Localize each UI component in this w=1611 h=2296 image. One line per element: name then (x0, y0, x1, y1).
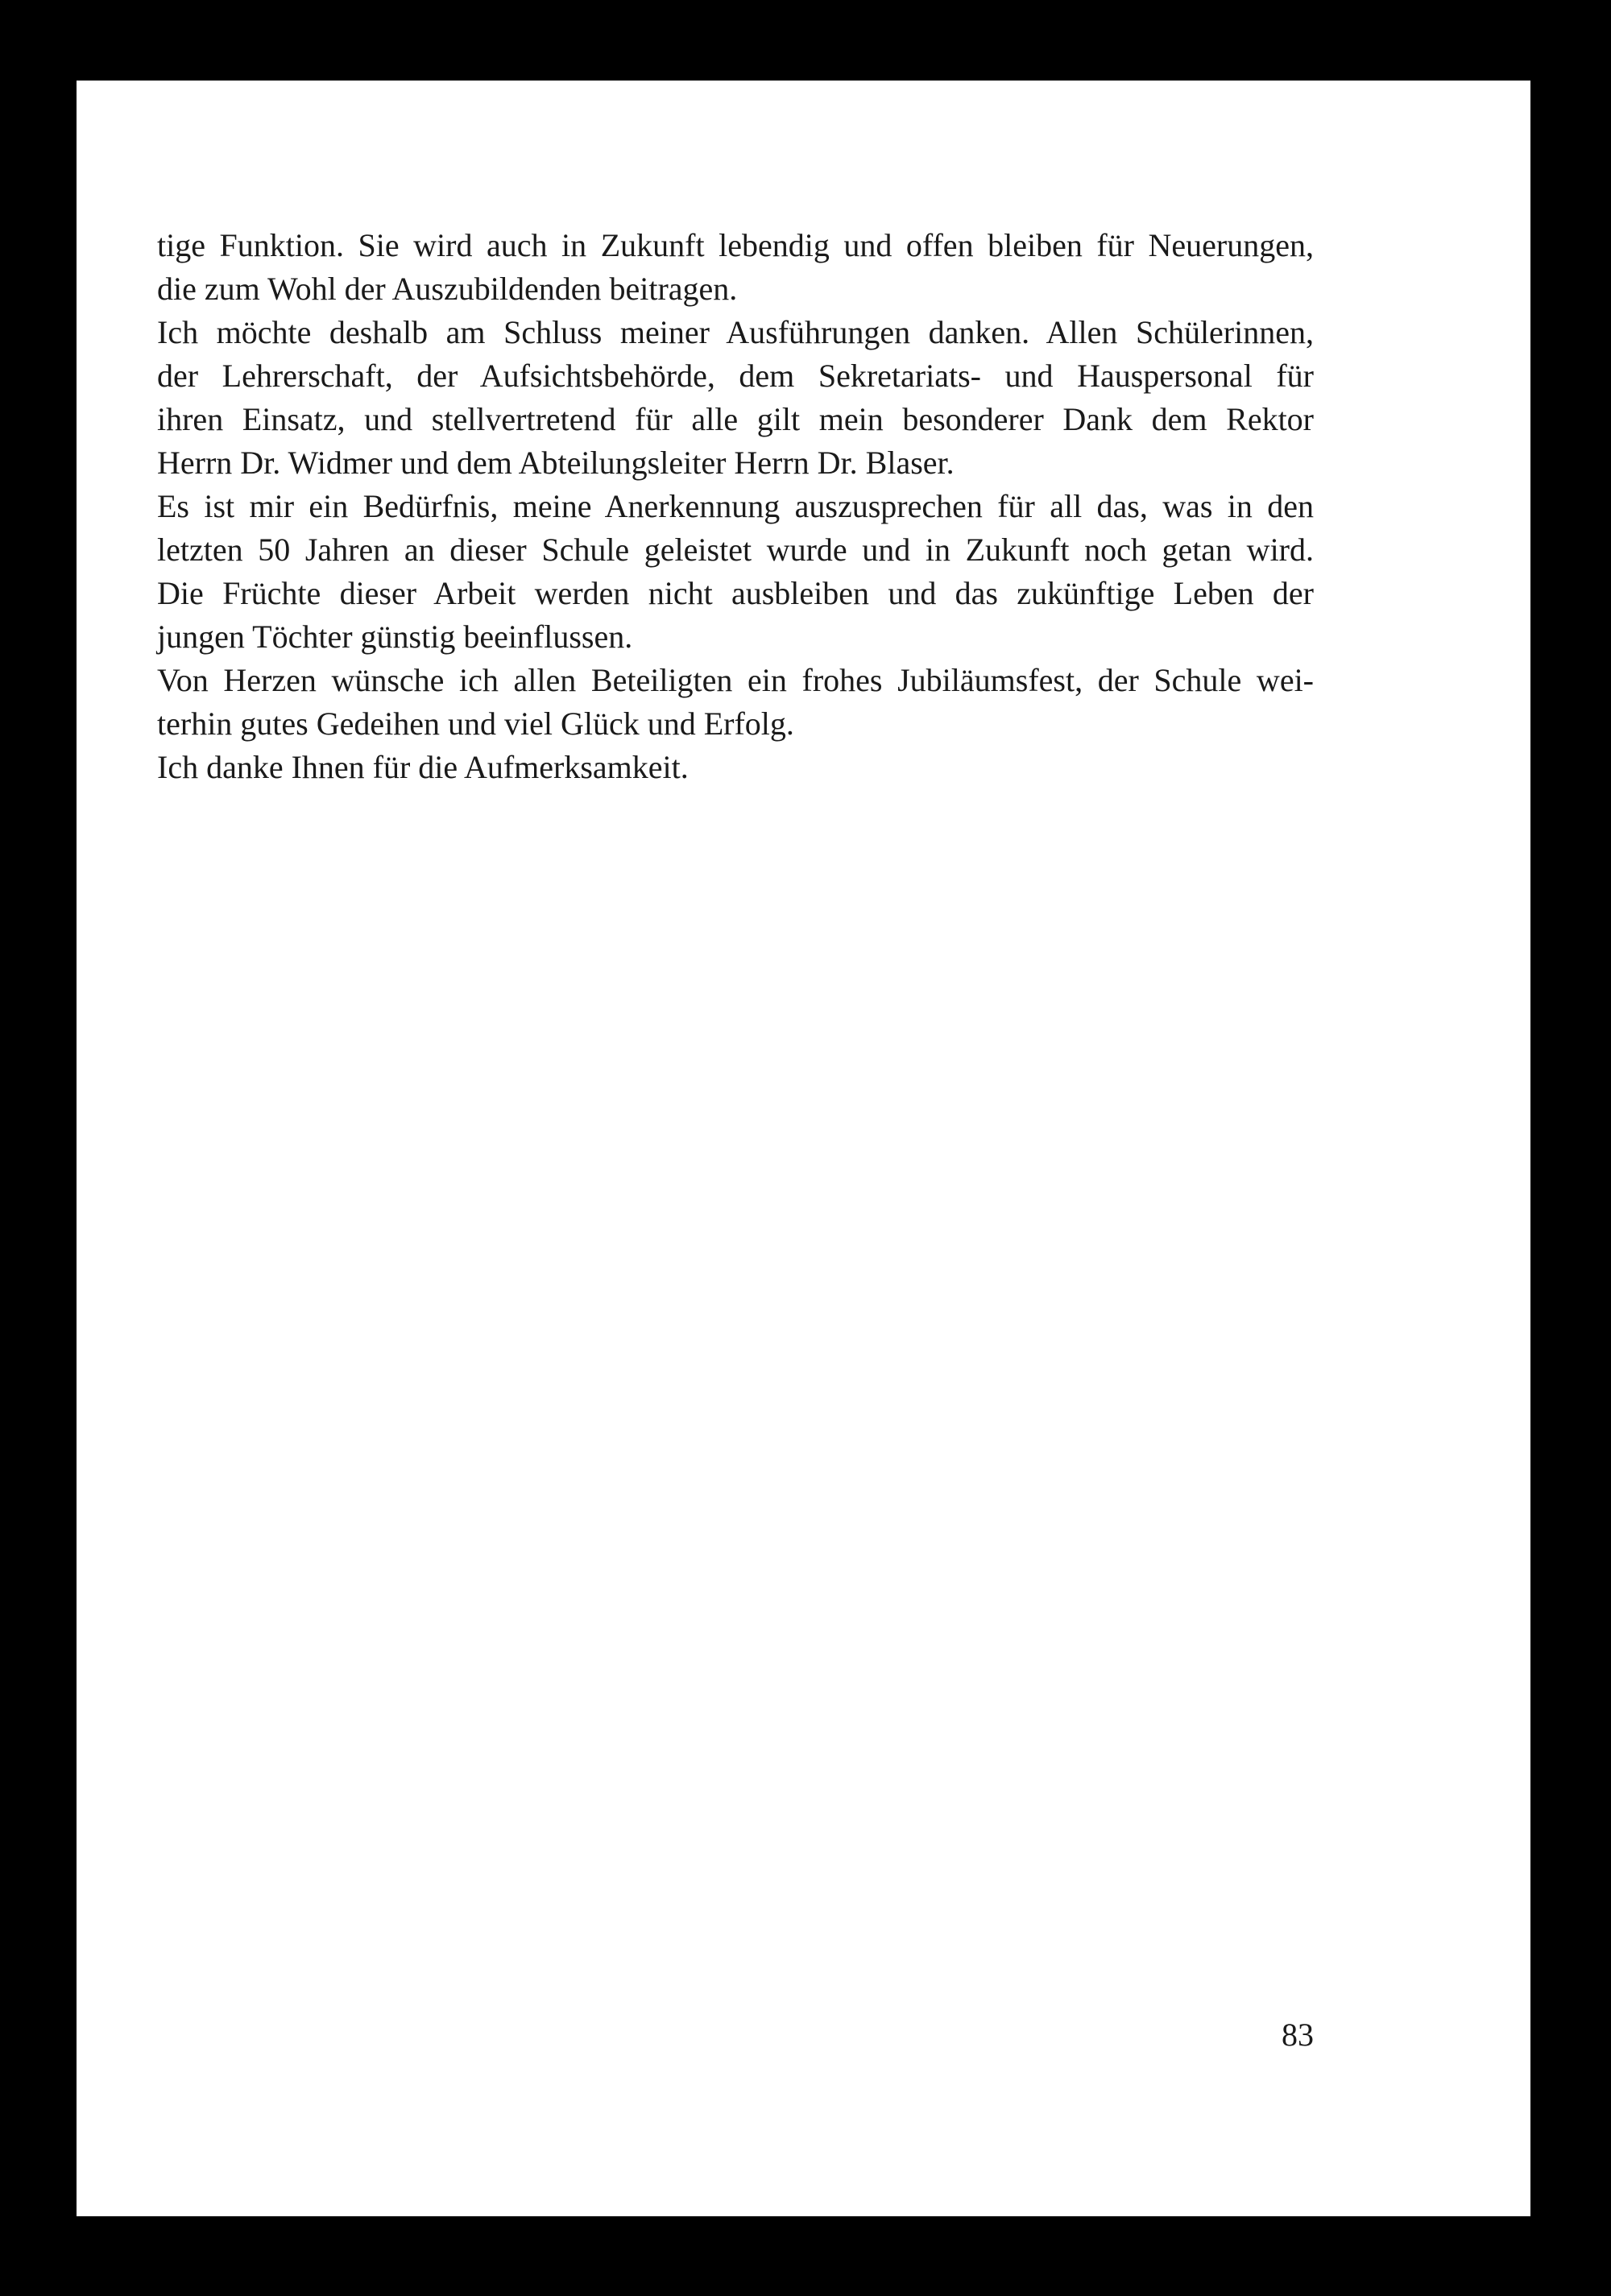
text-line: letzten 50 Jahren an dieser Schule geleistet wurde und in Zukunft noch getan wird. (157, 532, 1314, 568)
page-number: 83 (1282, 2017, 1314, 2053)
text-line: der Lehrerschaft, der Aufsichtsbehörde, dem Sekretariats- und Hauspersonal für (157, 358, 1314, 394)
text-line: die zum Wohl der Auszubildenden beitragen. (157, 271, 738, 307)
text-line: Die Früchte dieser Arbeit werden nicht ausbleiben und das zukünftige Leben der (157, 575, 1314, 611)
body-text (157, 224, 1314, 789)
text-line: tige Funktion. Sie wird auch in Zukunft lebendig und offen bleiben für Neuerungen, (157, 227, 1314, 263)
text-line: ihren Einsatz, und stellvertretend für alle gilt mein besonderer Dank dem Rektor (157, 401, 1314, 437)
text-line: Ich danke Ihnen für die Aufmerksamkeit. (157, 749, 689, 785)
document-page (77, 81, 1530, 2216)
text-line: Es ist mir ein Bedürfnis, meine Anerkennung auszusprechen für all das, was in den (157, 488, 1314, 524)
text-line: Herrn Dr. Widmer und dem Abteilungsleiter Herrn Dr. Blaser. (157, 445, 955, 481)
text-line: terhin gutes Gedeihen und viel Glück und Erfolg. (157, 705, 794, 742)
text-line: Ich möchte deshalb am Schluss meiner Ausführungen danken. Allen Schülerinnen, (157, 314, 1314, 350)
text-line: Von Herzen wünsche ich allen Beteiligten ein frohes Jubiläumsfest, der Schule wei- (157, 662, 1314, 698)
text-line: jungen Töchter günstig beeinflussen. (157, 618, 633, 655)
